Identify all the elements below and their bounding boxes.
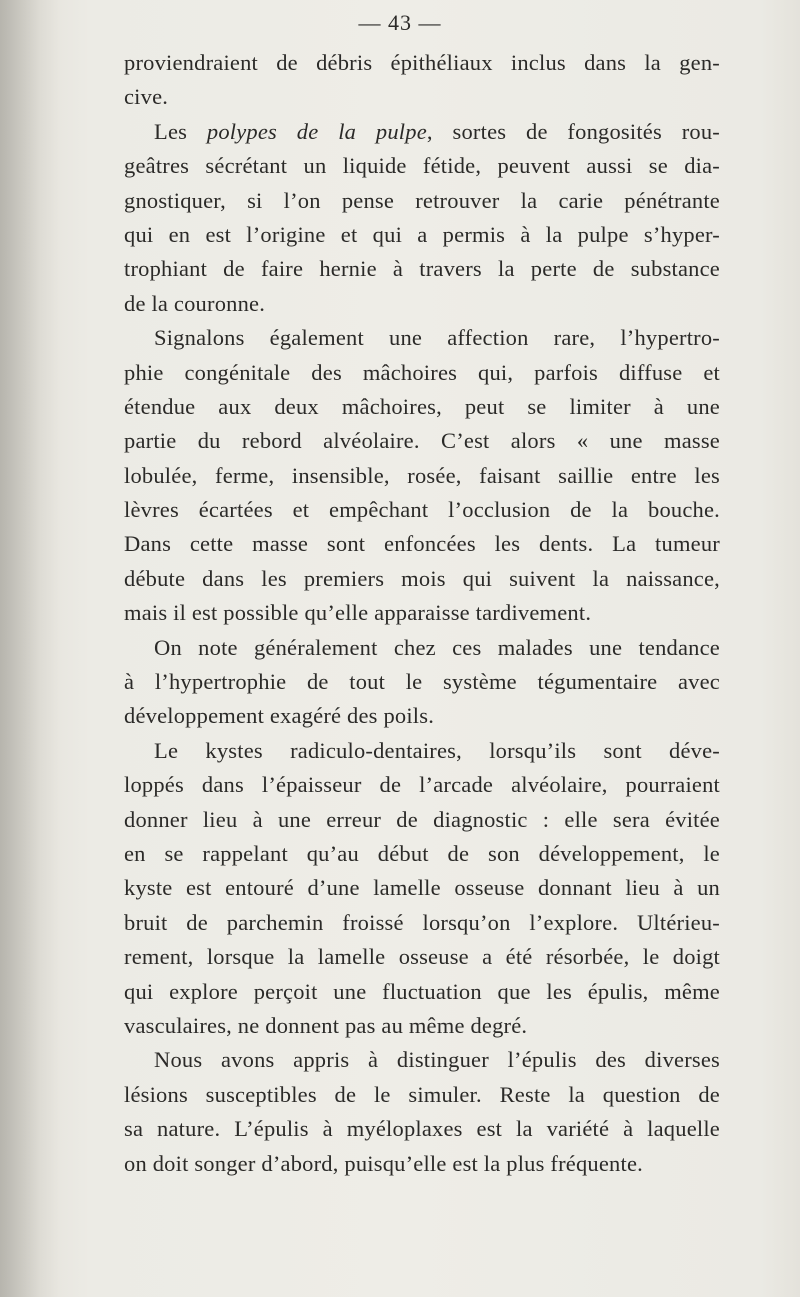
text-line: lobulée, ferme, insensible, rosée, faisant saillie entre les xyxy=(124,462,720,488)
text-line: proviendraient de débris épithéliaux inclus dans la gen- xyxy=(124,50,720,75)
text-line: phie congénitale des mâchoires qui, parfois diffuse et xyxy=(124,359,720,385)
text-line: qui en est l’origine et qui a permis à la pulpe s’hyper- xyxy=(124,221,720,247)
text-line: Le kystes radiculo-dentaires, lorsqu’ils sont déve- xyxy=(154,737,720,763)
text-line: kyste est entouré d’une lamelle osseuse donnant lieu à un xyxy=(124,875,720,901)
text-line: qui explore perçoit une fluctuation que les épulis, même xyxy=(124,978,720,1004)
body-text xyxy=(124,46,720,1181)
text-line: geâtres sécrétant un liquide fétide, peuvent aussi se dia- xyxy=(124,153,720,179)
text-line: sa nature. L’épulis à myéloplaxes est la variété à laquelle xyxy=(124,1116,720,1142)
text-line: bruit de parchemin froissé lorsqu’on l’explore. Ultérieu- xyxy=(124,909,720,935)
text-line: développement exagéré des poils. xyxy=(124,703,435,729)
text-line: lèvres écartées et empêchant l’occlusion de la bouche. xyxy=(124,497,720,523)
text-line: Signalons également une affection rare, l’hypertro- xyxy=(154,325,720,351)
text-span: , sortes de fongosités rou- xyxy=(426,118,720,144)
text-line: loppés dans l’épaisseur de l’arcade alvéolaire, pourraient xyxy=(124,772,720,798)
text-span: Les xyxy=(154,118,207,144)
text-line xyxy=(124,115,720,149)
text-line: débute dans les premiers mois qui suivent la naissance, xyxy=(124,565,720,591)
text-line: lésions susceptibles de le simuler. Reste la question de xyxy=(124,1081,720,1107)
text-line: partie du rebord alvéolaire. C’est alors « une masse xyxy=(124,428,720,454)
text-line: de la couronne. xyxy=(124,290,266,316)
text-line: mais il est possible qu’elle apparaisse tardivement. xyxy=(124,600,592,626)
text-line: en se rappelant qu’au début de son développement, le xyxy=(124,840,720,866)
text-line: vasculaires, ne donnent pas au même degré. xyxy=(124,1012,528,1038)
italic-term: polypes de la pulpe xyxy=(206,118,427,144)
text-line: à l’hypertrophie de tout le système tégumentaire avec xyxy=(124,669,720,695)
text-line: Nous avons appris à distinguer l’épulis des diverses xyxy=(154,1047,720,1073)
text-line: on doit songer d’abord, puisqu’elle est la plus fréquente. xyxy=(124,1150,643,1176)
binding-shadow xyxy=(0,0,60,1297)
text-line: gnostiquer, si l’on pense retrouver la carie pénétrante xyxy=(124,187,720,213)
text-line: Dans cette masse sont enfoncées les dents. La tumeur xyxy=(124,531,720,557)
page-number: — 43 — xyxy=(358,10,442,35)
text-line: donner lieu à une erreur de diagnostic : elle sera évitée xyxy=(124,806,720,832)
text-line: trophiant de faire hernie à travers la perte de substance xyxy=(124,256,720,282)
text-line: étendue aux deux mâchoires, peut se limiter à une xyxy=(124,393,720,419)
text-line: rement, lorsque la lamelle osseuse a été résorbée, le doigt xyxy=(124,944,720,970)
text-line: cive. xyxy=(124,84,169,110)
text-line: On note généralement chez ces malades une tendance xyxy=(154,634,720,660)
